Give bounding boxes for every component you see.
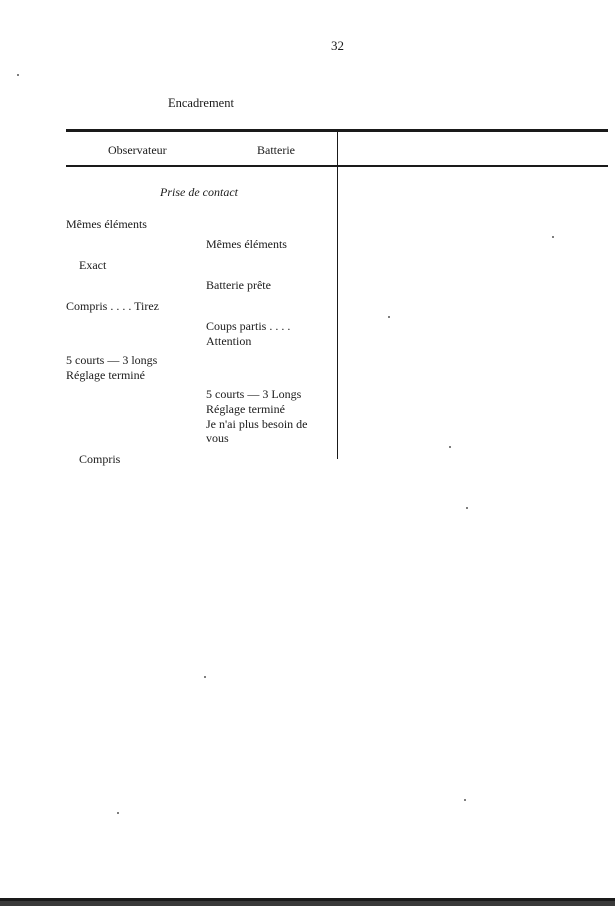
page-number: 32	[331, 38, 344, 53]
scan-speck	[204, 676, 206, 678]
observer-line: 5 courts — 3 longs	[66, 353, 158, 367]
observer-line: Réglage terminé	[66, 368, 145, 382]
scan-speck	[17, 74, 19, 76]
scan-speck	[449, 446, 451, 448]
battery-line: Coups partis . . . .	[206, 319, 291, 333]
section-title: Encadrement	[168, 96, 234, 110]
battery-line: 5 courts — 3 Longs	[206, 387, 302, 401]
observer-line: Exact	[79, 258, 107, 272]
scan-speck	[464, 799, 466, 801]
observer-column-header: Observateur	[108, 143, 167, 157]
battery-line: Attention	[206, 334, 252, 348]
observer-line: Mêmes éléments	[66, 217, 147, 231]
observer-line: Compris . . . . Tirez	[66, 299, 160, 313]
scan-speck	[117, 812, 119, 814]
scan-speck	[466, 507, 468, 509]
observer-line: Compris	[79, 452, 121, 466]
column-divider	[337, 129, 338, 459]
section-subheading: Prise de contact	[160, 185, 238, 199]
scan-speck	[552, 236, 554, 238]
scan-speck	[388, 316, 390, 318]
battery-line: Batterie prête	[206, 278, 271, 292]
battery-column-header: Batterie	[257, 143, 295, 157]
battery-line: Je n'ai plus besoin de	[206, 417, 308, 431]
battery-line: Mêmes éléments	[206, 237, 287, 251]
scan-bottom-shadow	[0, 901, 615, 906]
battery-line: vous	[206, 431, 229, 445]
battery-line: Réglage terminé	[206, 402, 285, 416]
